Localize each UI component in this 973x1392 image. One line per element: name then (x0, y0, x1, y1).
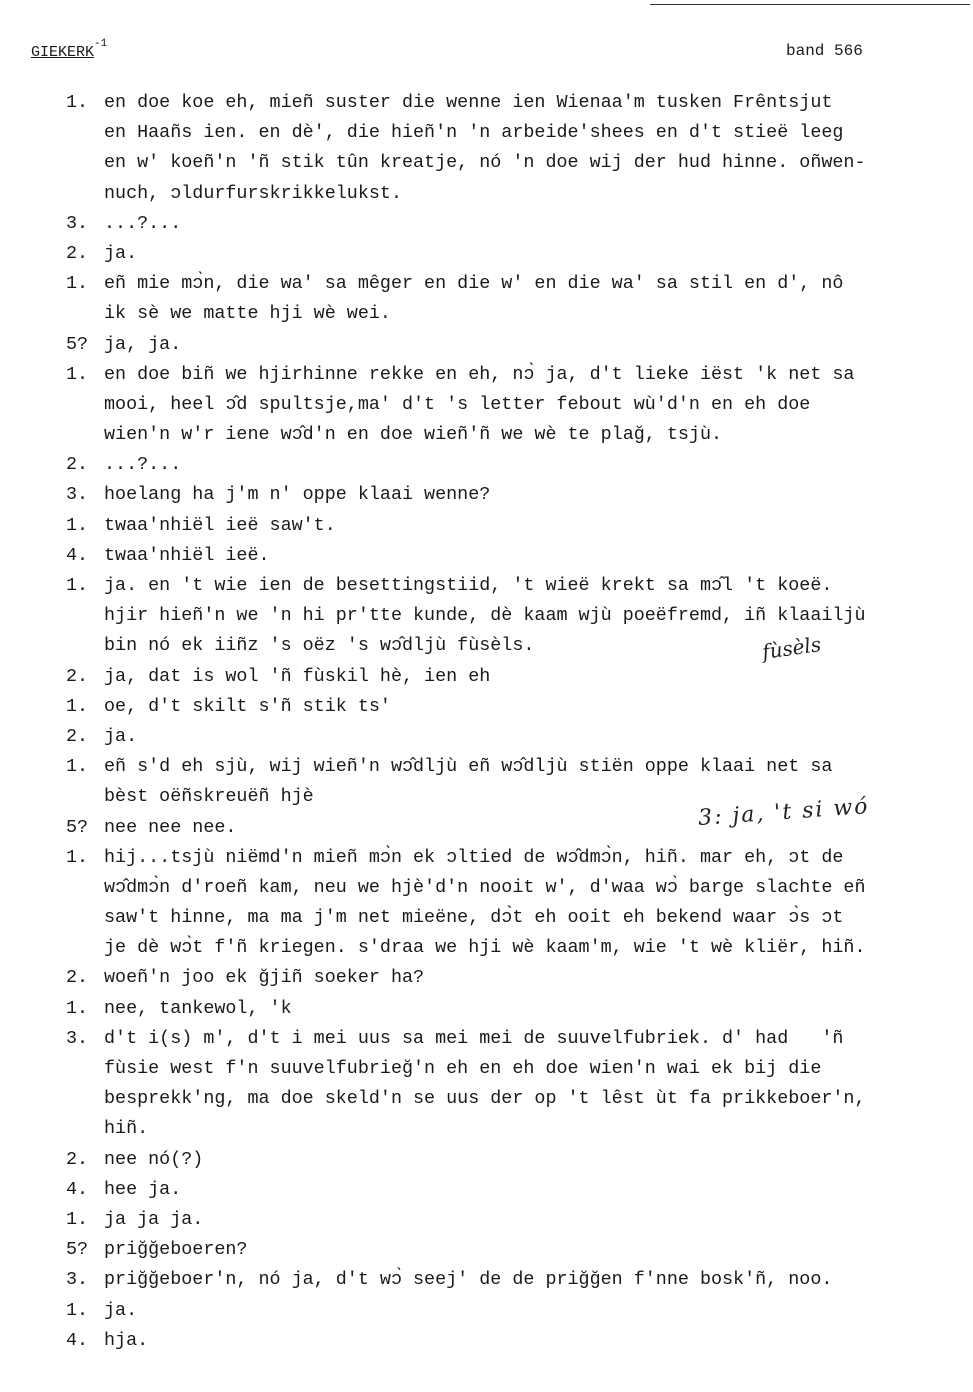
speaker-number: 2. (66, 725, 89, 747)
transcript-line (0, 1175, 973, 1205)
utterance-text: ja. (104, 242, 138, 264)
speaker-number: 4. (66, 544, 89, 566)
speaker-number: 2. (66, 242, 89, 264)
transcript-line (0, 843, 973, 873)
transcript-line (0, 88, 973, 118)
utterance-text: nee nee nee. (104, 816, 237, 838)
transcript-line (0, 631, 973, 661)
utterance-text: bèst oëñskreuëñ hjè (104, 786, 314, 808)
utterance-text: eñ s'd eh sjù, wij wieñ'n wɔ̂dljù eñ wɔ̂dljù stiën oppe klaai net sa (104, 756, 833, 778)
transcript-line (0, 330, 973, 360)
speaker-number: 1. (66, 846, 89, 868)
utterance-text: wien'n w'r iene wɔ̂d'n en doe wieñ'ñ we wè te plağ, tsjù. (104, 424, 723, 446)
transcript-line (0, 933, 973, 963)
speaker-number: 1. (66, 273, 89, 295)
transcript-line (0, 1205, 973, 1235)
utterance-text: en doe koe eh, mieñ suster die wenne ien Wienaa'm tusken Frêntsjut (104, 92, 833, 113)
speaker-number: 5? (66, 1239, 89, 1261)
transcript-line (0, 1054, 973, 1084)
speaker-number: 5? (66, 816, 89, 838)
speaker-number: 1. (66, 92, 89, 113)
transcript-line (0, 269, 973, 299)
utterance-text: en w' koeñ'n 'ñ stik tûn kreatje, nó 'n doe wij der hud hinne. oñwen- (104, 152, 866, 174)
speaker-number: 2. (66, 454, 89, 476)
speaker-number: 1. (66, 514, 89, 536)
utterance-text: mooi, heel ɔ̂d spultsje,ma' d't 's letter febout wù'd'n en eh doe (104, 393, 811, 415)
speaker-number: 3. (66, 212, 89, 234)
utterance-text: twaa'nhiël ieë saw't. (104, 514, 336, 536)
speaker-number: 3. (66, 1027, 89, 1049)
tape-number: band 566 (786, 42, 863, 60)
utterance-text: wɔ̂dmɔ̀n d'roeñ kam, neu we hjè'd'n nooit w', d'waa wɔ̀ barge slachte eñ (104, 876, 866, 898)
utterance-text: hiñ. (104, 1118, 149, 1140)
utterance-text: bin nó ek iiñz 's oëz 's wɔ̂dljù fùsèls. (104, 635, 535, 657)
utterance-text: ja, ja. (104, 333, 182, 355)
speaker-number: 4. (66, 1178, 89, 1200)
transcript-line (0, 1235, 973, 1265)
speaker-number: 2. (66, 665, 89, 687)
location-label (31, 38, 108, 61)
utterance-text: besprekk'ng, ma doe skeld'n se uus der op 't lêst ùt fa prikkeboer'n, (104, 1088, 866, 1110)
speaker-number: 1. (66, 575, 89, 596)
transcript-line (0, 299, 973, 329)
transcript-line (0, 239, 973, 269)
transcript-line (0, 1265, 973, 1295)
transcript-line (0, 662, 973, 692)
speaker-number: 1. (66, 1208, 89, 1230)
transcript-line (0, 601, 973, 631)
speaker-number: 5? (66, 333, 89, 355)
location-name: GIEKERK (31, 44, 95, 61)
transcript-line (0, 118, 973, 148)
transcript-line (0, 450, 973, 480)
utterance-text: ja. en 't wie ien de besettingstiid, 't wieë krekt sa mɔ̂l 't koeë. (104, 575, 833, 596)
transcript-line (0, 752, 973, 782)
transcript-line (0, 1145, 973, 1175)
transcript-line (0, 390, 973, 420)
utterance-text: ja. (104, 1299, 138, 1321)
transcript-line (0, 1024, 973, 1054)
transcript-line (0, 1084, 973, 1114)
speaker-number: 2. (66, 967, 89, 989)
transcript-line (0, 541, 973, 571)
transcript-body (0, 88, 973, 1356)
transcript-line (0, 360, 973, 390)
utterance-text: twaa'nhiël ieë. (104, 544, 270, 566)
utterance-text: eñ mie mɔ̀n, die wa' sa mêger en die w' en die wa' sa stil en d', nô (104, 273, 844, 295)
utterance-text: priğğeboeren? (104, 1239, 248, 1261)
utterance-text: saw't hinne, ma ma j'm net mieëne, dɔ̀t eh ooit eh bekend waar ɔ̀s ɔt (104, 907, 844, 929)
speaker-number: 3. (66, 1269, 89, 1291)
handwritten-note-fusels: fùsèls (760, 632, 823, 664)
speaker-number: 1. (66, 756, 89, 778)
transcript-line (0, 571, 973, 601)
utterance-text: hja. (104, 1329, 149, 1351)
speaker-number: 3. (66, 484, 89, 506)
utterance-text: hoelang ha j'm n' oppe klaai wenne? (104, 484, 491, 506)
speaker-number: 2. (66, 1148, 89, 1170)
transcript-line (0, 1326, 973, 1356)
utterance-text: ja ja ja. (104, 1208, 204, 1230)
handwritten-note-ja: 3: ja, 't si wó (697, 794, 871, 831)
transcript-line (0, 1296, 973, 1326)
transcript-line (0, 480, 973, 510)
transcript-line (0, 511, 973, 541)
transcript-line (0, 963, 973, 993)
utterance-text: nee nó(?) (104, 1148, 204, 1170)
utterance-text: d't i(s) m', d't i mei uus sa mei mei de suuvelfubriek. d' had 'ñ (104, 1027, 844, 1049)
utterance-text: fùsie west f'n suuvelfubrieğ'n eh en eh doe wien'n wai ek bij die (104, 1058, 822, 1079)
transcript-line (0, 722, 973, 752)
transcript-line (0, 873, 973, 903)
utterance-text: nuch, ɔldurfurskrikkelukst. (104, 182, 402, 204)
utterance-text: ik sè we matte hji wè wei. (104, 303, 391, 325)
utterance-text: ...?... (104, 212, 182, 234)
transcript-line (0, 209, 973, 239)
utterance-text: hij...tsjù niëmd'n mieñ mɔ̀n ek ɔltied de wɔ̂dmɔ̀n, hiñ. mar eh, ɔt de (104, 846, 844, 868)
utterance-text: oe, d't skilt s'ñ stik ts' (104, 695, 391, 717)
utterance-text: je dè wɔ̀t f'ñ kriegen. s'draa we hji wè kaam'm, wie 't wè kliër, hiñ. (104, 937, 866, 959)
transcript-line (0, 692, 973, 722)
transcript-line (0, 994, 973, 1024)
transcript-line (0, 420, 973, 450)
utterance-text: en doe biñ we hjirhinne rekke en eh, nɔ̀ ja, d't lieke iëst 'k net sa (104, 363, 855, 385)
top-rule (650, 4, 970, 5)
utterance-text: woeñ'n joo ek ğjiñ soeker ha? (104, 967, 425, 989)
speaker-number: 1. (66, 1299, 89, 1321)
utterance-text: nee, tankewol, 'k (104, 997, 292, 1019)
utterance-text: hee ja. (104, 1178, 182, 1200)
utterance-text: ja. (104, 725, 138, 747)
speaker-number: 1. (66, 363, 89, 385)
location-suffix: -1 (94, 38, 108, 50)
utterance-text: en Haañs ien. en dè', die hieñ'n 'n arbeide'shees en d't stieë leeg (104, 122, 844, 144)
transcript-line (0, 1114, 973, 1144)
speaker-number: 1. (66, 997, 89, 1019)
speaker-number: 1. (66, 695, 89, 717)
utterance-text: ...?... (104, 454, 182, 476)
transcript-line (0, 903, 973, 933)
transcript-line (0, 148, 973, 178)
utterance-text: ja, dat is wol 'ñ fùskil hè, ien eh (104, 665, 491, 687)
utterance-text: hjir hieñ'n we 'n hi pr'tte kunde, dè kaam wjù poeëfremd, iñ klaailjù (104, 605, 866, 627)
utterance-text: priğğeboer'n, nó ja, d't wɔ̀ seej' de de priğğen f'nne bosk'ñ, noo. (104, 1269, 833, 1291)
transcript-line (0, 179, 973, 209)
speaker-number: 4. (66, 1329, 89, 1351)
